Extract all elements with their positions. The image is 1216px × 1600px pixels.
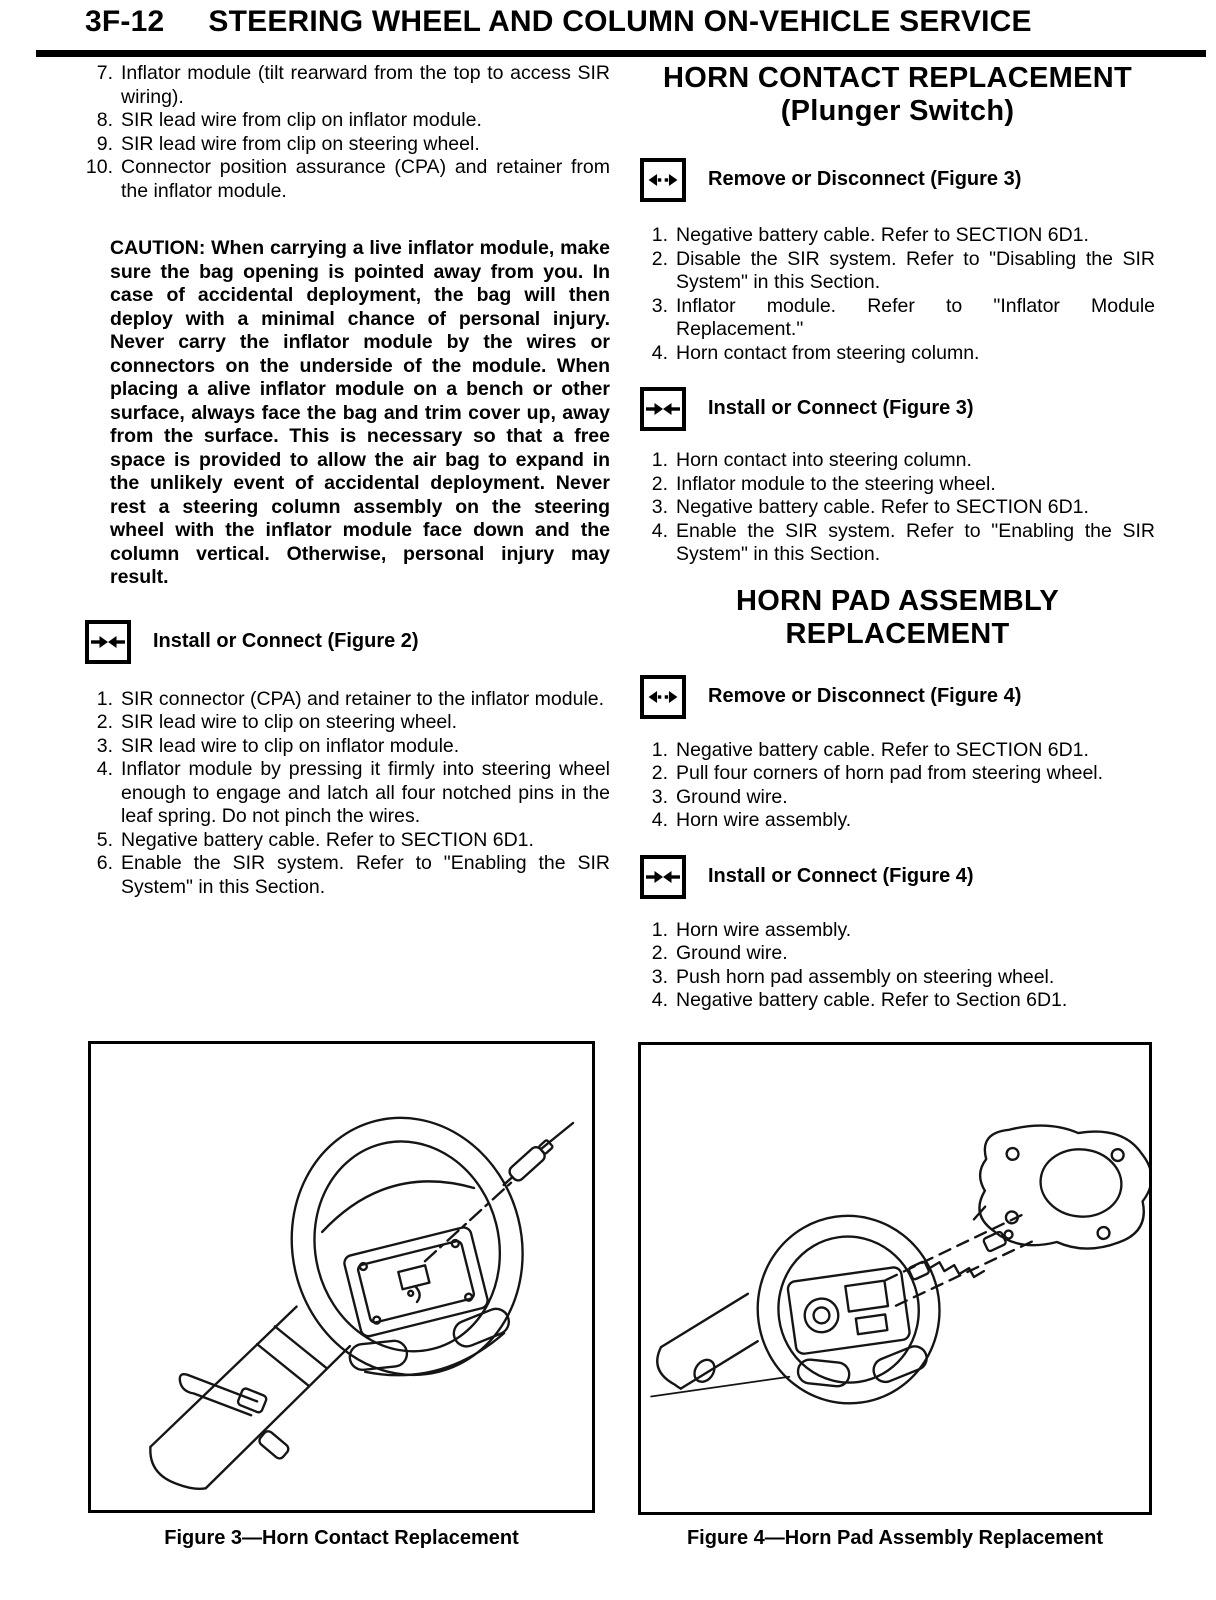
list-item: [640, 966, 1155, 990]
list-item-number: 8.: [96, 109, 113, 131]
list-item-text: Horn wire assembly.: [676, 918, 852, 941]
list-item-text: Horn contact from steering column.: [676, 341, 980, 364]
list-item: [640, 449, 1155, 473]
list-item-text: Negative battery cable. Refer to SECTION 6D1.: [676, 738, 1089, 761]
list-item-text: Inflator module to the steering wheel.: [676, 472, 996, 495]
list-item: [640, 295, 1155, 342]
list-item: [640, 496, 1155, 520]
list-item-text: Enable the SIR system. Refer to "Enabling the SIR System" in this Section.: [121, 852, 610, 898]
remove-disconnect-header: [640, 158, 1155, 202]
list-item-number: 4.: [651, 989, 668, 1011]
list-item: [640, 739, 1155, 763]
list-item-number: 1.: [651, 918, 668, 941]
section-title-line1: HORN PAD ASSEMBLY: [735, 584, 1060, 617]
operation-label: Install or Connect (Figure 3): [708, 397, 974, 420]
list-item: [640, 989, 1155, 1013]
right-column: [640, 62, 1155, 1013]
remove-disconnect-steps: [640, 224, 1155, 365]
list-item-text: Push horn pad assembly on steering wheel.: [676, 965, 1055, 988]
section-title-line2: REPLACEMENT: [785, 617, 1010, 650]
install-connect-icon: [640, 855, 686, 899]
remove-disconnect-header: [640, 675, 1155, 719]
list-item-text: Negative battery cable. Refer to Section 6D1.: [676, 989, 1068, 1011]
list-item-number: 3.: [96, 734, 113, 757]
left-column: [85, 62, 610, 899]
list-item: [85, 688, 610, 712]
list-item: [640, 248, 1155, 295]
list-item-text: Ground wire.: [676, 785, 788, 808]
continued-steps-list: [85, 62, 610, 203]
list-item: [640, 342, 1155, 366]
list-item: [640, 919, 1155, 943]
caution-text: CAUTION: When carrying a live inflator module, make sure the bag opening is pointed away from you. In case of accidental deployment, the bag will then deploy with a minimal chance of personal injury. Never carry the inflator module by the wires or connectors on the underside of the module. When placing a alive inflator module on a bench or other surface, always face the bag and trim cover up, away from the surface. This is necessary so that a free space is provided to allow the air bag to expand in the unlikely event of accidental deployment. Never rest a steering column assembly on the steering wheel with the inflator module face down and the column vertical. Otherwise, personal injury may result.: [110, 237, 610, 588]
list-item-number: 2.: [96, 711, 113, 733]
operation-label: Install or Connect (Figure 2): [153, 629, 419, 652]
list-item: [640, 942, 1155, 966]
figure3-caption: Figure 3—Horn Contact Replacement: [164, 1527, 519, 1549]
remove-disconnect-steps: [640, 739, 1155, 833]
list-item-text: Inflator module (tilt rearward from the top to access SIR wiring).: [121, 62, 610, 108]
install-connect-icon: [640, 387, 686, 431]
list-item-text: Ground wire.: [676, 942, 788, 964]
page-number: 3F-12: [85, 5, 165, 38]
list-item-number: 4.: [651, 341, 668, 364]
list-item: [85, 829, 610, 853]
list-item-number: 2.: [651, 472, 668, 495]
list-item: [85, 735, 610, 759]
install-connect-header: [640, 855, 1155, 899]
section-title-line2: (Plunger Switch): [780, 95, 1015, 127]
remove-disconnect-icon: [640, 158, 686, 202]
list-item-text: Enable the SIR system. Refer to "Enabling the SIR System" in this Section.: [676, 519, 1155, 565]
operation-label: Install or Connect (Figure 4): [708, 864, 974, 887]
section-title-line1: HORN CONTACT REPLACEMENT: [662, 62, 1133, 94]
list-item-number: 4.: [96, 758, 113, 780]
list-item-number: 4.: [651, 809, 668, 831]
install-connect-header: [85, 620, 610, 664]
steering-wheel-column-drawing: [91, 1044, 592, 1510]
list-item: [640, 224, 1155, 248]
figure4-caption: Figure 4—Horn Pad Assembly Replacement: [686, 1527, 1104, 1549]
install-connect-steps: [640, 449, 1155, 567]
list-item: [85, 133, 610, 157]
section-title-horn-pad: [640, 585, 1155, 651]
list-item: [85, 758, 610, 829]
list-item-number: 1.: [651, 449, 668, 471]
page-header: [85, 5, 1175, 38]
list-item-text: Horn contact into steering column.: [676, 449, 972, 471]
list-item: [640, 762, 1155, 786]
list-item-text: Connector position assurance (CPA) and retainer from the inflator module.: [121, 156, 610, 202]
list-item-number: 1.: [651, 224, 668, 246]
list-item-text: Inflator module. Refer to "Inflator Module Replacement.": [676, 294, 1155, 340]
list-item-number: 4.: [651, 519, 668, 542]
header-rule: [36, 50, 1206, 57]
list-item-text: SIR connector (CPA) and retainer to the inflator module.: [121, 687, 605, 710]
list-item-number: 9.: [96, 132, 113, 155]
list-item-text: SIR lead wire to clip on inflator module.: [121, 734, 460, 757]
list-item: [640, 473, 1155, 497]
list-item-number: 2.: [651, 247, 668, 270]
install-connect-header: [640, 387, 1155, 431]
section-title-horn-contact: [640, 62, 1155, 128]
list-item-text: Negative battery cable. Refer to SECTION 6D1.: [676, 224, 1089, 246]
list-item-text: Pull four corners of horn pad from steering wheel.: [676, 762, 1104, 784]
remove-disconnect-icon: [640, 675, 686, 719]
list-item: [640, 786, 1155, 810]
list-item-text: Inflator module by pressing it firmly into steering wheel enough to engage and latch all four notched pins in the leaf spring. Do not pinch the wires.: [121, 758, 610, 827]
list-item-number: 3.: [651, 294, 668, 317]
list-item-number: 1.: [96, 687, 113, 710]
install-connect-steps: [640, 919, 1155, 1013]
list-item-number: 2.: [651, 762, 668, 784]
list-item-number: 2.: [651, 942, 668, 964]
list-item-number: 3.: [651, 496, 668, 518]
list-item-number: 6.: [96, 852, 113, 874]
list-item-text: Horn wire assembly.: [676, 809, 852, 831]
install-connect-icon: [85, 620, 131, 664]
list-item-number: 5.: [96, 828, 113, 851]
page-title: STEERING WHEEL AND COLUMN ON-VEHICLE SERVICE: [208, 5, 1032, 38]
install-connect-steps: [85, 688, 610, 900]
list-item: [85, 156, 610, 203]
list-item-text: Disable the SIR system. Refer to "Disabling the SIR System" in this Section.: [676, 247, 1155, 293]
list-item-text: SIR lead wire from clip on steering wheel.: [121, 132, 480, 155]
list-item-text: SIR lead wire to clip on steering wheel.: [121, 711, 458, 733]
figure3-box: [88, 1041, 595, 1513]
list-item-text: Negative battery cable. Refer to SECTION 6D1.: [676, 496, 1089, 518]
list-item: [640, 809, 1155, 833]
list-item: [640, 520, 1155, 567]
list-item: [85, 711, 610, 735]
list-item-number: 1.: [651, 738, 668, 761]
list-item-text: SIR lead wire from clip on inflator module.: [121, 109, 482, 131]
operation-label: Remove or Disconnect (Figure 4): [708, 684, 1022, 707]
list-item-number: 3.: [651, 785, 668, 808]
list-item-text: Negative battery cable. Refer to SECTION 6D1.: [121, 828, 534, 851]
list-item-number: 3.: [651, 965, 668, 988]
operation-label: Remove or Disconnect (Figure 3): [708, 168, 1022, 191]
list-item: [85, 852, 610, 899]
horn-pad-assembly-drawing: [641, 1045, 1149, 1512]
list-item-number: 7.: [96, 62, 113, 84]
list-item-number: 10.: [85, 156, 113, 178]
list-item: [85, 109, 610, 133]
list-item: [85, 62, 610, 109]
figure4-box: [638, 1042, 1152, 1515]
